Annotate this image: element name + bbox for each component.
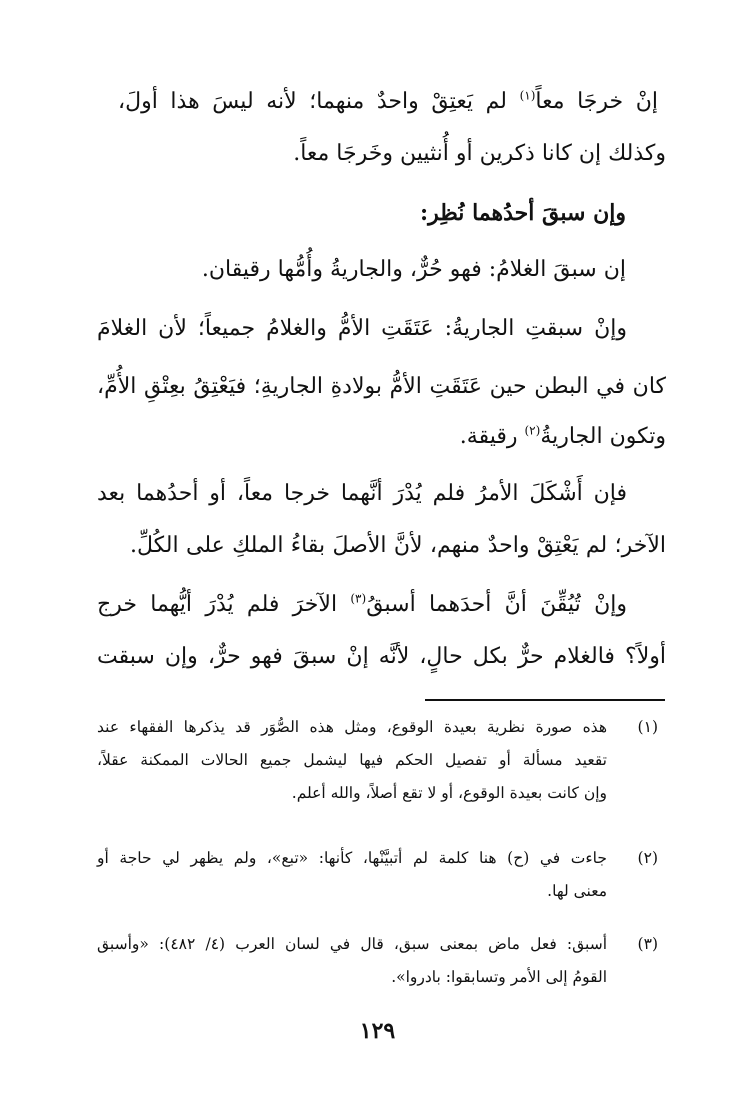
footnote-separator <box>425 699 665 701</box>
footnote-3-number: (٣) <box>637 935 658 953</box>
body-line-5: وإنْ سبقتِ الجاريةُ: عَتَقَتِ الأمُّ والغلامُ جميعاً؛ لأن الغلامَ <box>97 316 627 341</box>
footnote-ref-3[interactable]: (٣) <box>350 591 367 606</box>
body-line-6: كان في البطن حين عَتَقَتِ الأمُّ بولادةِ الجاريةِ؛ فيَعْتِقُ بعِتْقِ الأُمِّ، <box>97 374 666 399</box>
footnote-2-line-1: جاءت في (ح) هنا كلمة لم أتبيَّنْها، كأنها: «تبع»، ولم يظهر لي حاجة أو <box>97 849 607 867</box>
footnote-2-number: (٢) <box>637 849 658 867</box>
body-line-2: وكذلك إن كانا ذكرين أو أُنثيين وخَرجَا معاً. <box>293 141 666 166</box>
footnote-3-line-2: القومُ إلى الأمر وتسابقوا: بادروا». <box>391 968 607 986</box>
footnote-ref-1[interactable]: (١) <box>519 88 536 103</box>
body-line-8: فإن أَشْكَلَ الأمرُ فلم يُدْرَ أنَّهما خرجا معاً، أو أحدُهما بعد <box>97 481 627 506</box>
body-line-4: إن سبقَ الغلامُ: فهو حُرٌّ، والجاريةُ وأُمُّها رقيقان. <box>201 257 626 282</box>
footnote-2-line-2: معنى لها. <box>547 882 607 900</box>
section-heading: وإن سبقَ أحدُهما نُظِر: <box>419 200 626 226</box>
body-line-10: وإنْ تُيُقِّنَ أنَّ أحدَهما أسبقُ$^{(٣)}$ الآخرَ فلم يُدْرَ أيُّهما خرج <box>97 591 627 617</box>
body-line-1: إنْ خرجَا معاً$^{(١)}$ لم يَعتِقْ واحدٌ منهما؛ لأنه ليسَ هذا أولَ، <box>118 88 658 114</box>
footnote-1-line-3: وإن كانت بعيدة الوقوع، أو لا تقع أصلاً، والله أعلم. <box>291 784 607 802</box>
body-line-7: وتكون الجاريةُ$^{(٢)}$ رقيقة. <box>459 423 666 449</box>
footnote-1-line-2: تقعيد مسألة أو تفصيل الحكم فيها ليشمل جميع الحالات الممكنة عقلاً، <box>97 751 607 769</box>
footnote-3-line-1: أسبق: فعل ماض بمعنى سبق، قال في لسان العرب (٤/ ٤٨٢): «وأسبق <box>97 935 608 953</box>
body-line-9: الآخر؛ لم يَعْتِقْ واحدٌ منهم، لأنَّ الأصلَ بقاءُ الملكِ على الكُلِّ. <box>130 533 666 558</box>
body-line-11: أولاً؟ فالغلام حرٌّ بكل حالٍ، لأنَّه إنْ سبقَ فهو حرٌّ، وإن سبقت <box>97 644 666 669</box>
page-number: ١٢٩ <box>359 1018 396 1044</box>
footnote-ref-2[interactable]: (٢) <box>524 423 541 438</box>
footnote-1-number: (١) <box>637 718 658 736</box>
footnote-1-line-1: هذه صورة نظرية بعيدة الوقوع، ومثل هذه الصُّوَر قد يذكرها الفقهاء عند <box>97 718 607 736</box>
